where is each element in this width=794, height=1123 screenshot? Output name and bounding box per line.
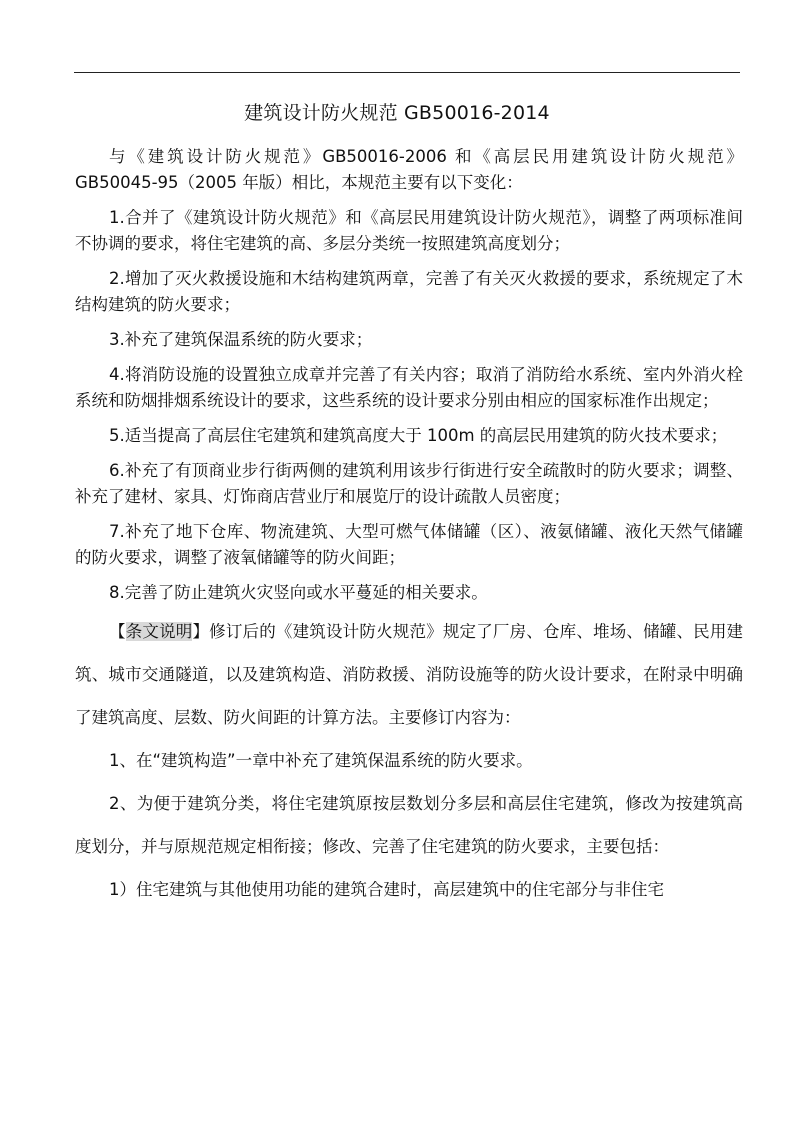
explanation-text: 修订后的《建筑设计防火规范》规定了厂房、仓库、堆场、储罐、民用建筑、城市交通隧道，以及建筑构造、消防救援、消防设施等的防火设计要求，在附录中明确了建筑高度、层数、防火间距的计算方法。主要修订内容为： (75, 622, 744, 727)
revision-subitem-1: 1）住宅建筑与其他使用功能的建筑合建时，高层建筑中的住宅部分与非住宅 (109, 880, 664, 899)
header-rule (74, 72, 740, 73)
change-item-4: 4.将消防设施的设置独立成章并完善了有关内容；取消了消防给水系统、室内外消火栓系统和防烟排烟系统设计的要求，这些系统的设计要求分别由相应的国家标准作出规定； (75, 365, 743, 410)
change-item-2: 2.增加了灭火救援设施和木结构建筑两章，完善了有关灭火救援的要求，系统规定了木结构建筑的防火要求； (75, 269, 743, 314)
change-item-5: 5.适当提高了高层住宅建筑和建筑高度大于 100m 的高层民用建筑的防火技术要求； (109, 426, 728, 445)
explanation-paragraph (75, 610, 743, 739)
explanation-label: 条文说明 (125, 622, 193, 641)
change-item-3: 3.补充了建筑保温系统的防火要求； (109, 330, 373, 349)
explanation-close-bracket: 】 (192, 622, 210, 641)
intro-paragraph: 与《建筑设计防火规范》GB50016-2006 和《高层民用建筑设计防火规范》GB50045-95（2005 年版）相比，本规范主要有以下变化： (75, 147, 743, 192)
change-item-7: 7.补充了地下仓库、物流建筑、大型可燃气体储罐（区）、液氨储罐、液化天然气储罐的防火要求，调整了液氧储罐等的防火间距； (75, 522, 743, 567)
change-item-6: 6.补充了有顶商业步行街两侧的建筑利用该步行街进行安全疏散时的防火要求；调整、补充了建材、家具、灯饰商店营业厅和展览厅的设计疏散人员密度； (75, 461, 743, 506)
revision-item-2: 2、为便于建筑分类，将住宅建筑原按层数划分多层和高层住宅建筑，修改为按建筑高度划分，并与原规范规定相衔接；修改、完善了住宅建筑的防火要求，主要包括： (75, 794, 743, 856)
document-body (75, 144, 743, 911)
revision-item-1: 1、在“建筑构造”一章中补充了建筑保温系统的防火要求。 (109, 751, 533, 770)
change-item-1: 1.合并了《建筑设计防火规范》和《高层民用建筑设计防火规范》，调整了两项标准间不协调的要求，将住宅建筑的高、多层分类统一按照建筑高度划分； (75, 208, 743, 253)
document-title: 建筑设计防火规范 GB50016-2014 (244, 102, 550, 124)
explanation-open-bracket: 【 (109, 622, 126, 641)
change-item-8: 8.完善了防止建筑火灾竖向或水平蔓延的相关要求。 (109, 583, 488, 602)
